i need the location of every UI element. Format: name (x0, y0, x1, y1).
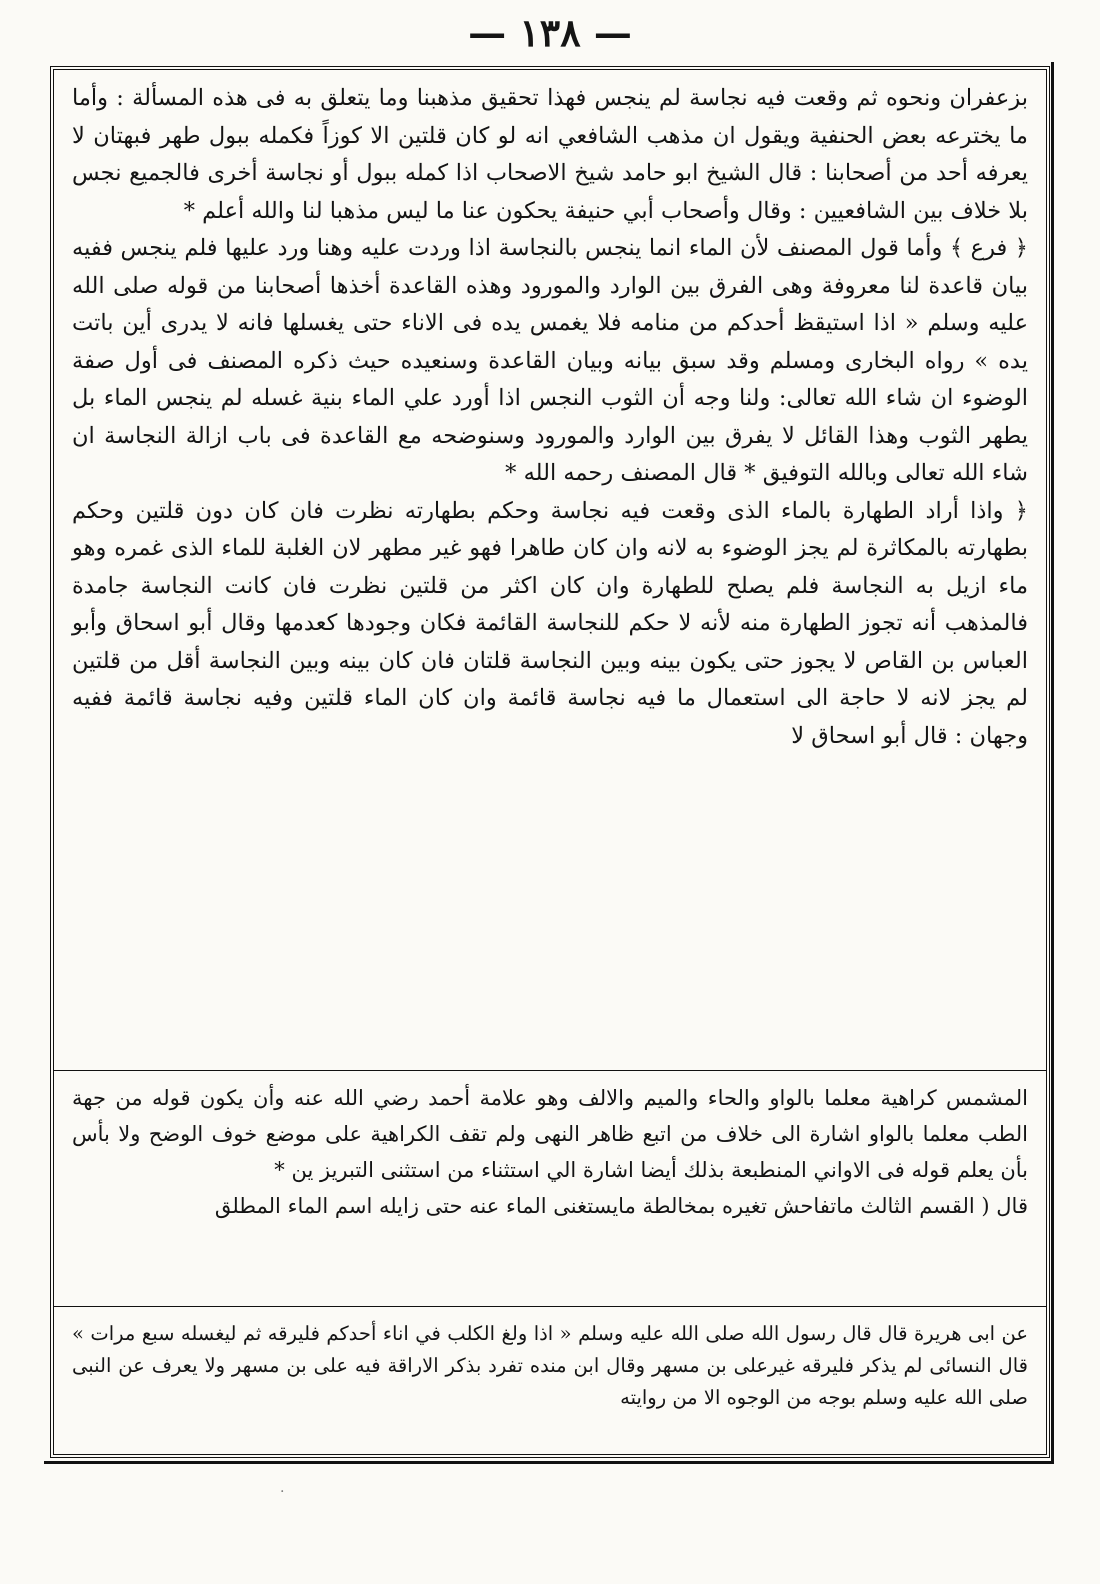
footnote-text (72, 1318, 1028, 1448)
commentary-paragraph: المشمس كراهية معلما بالواو والحاء والميم والالف وهو علامة أحمد رضي الله عنه وأن يكون قوله من جهة الطب معلما بالواو اشارة الى خلاف من اتبع ظاهر النهى ولم تقف الكراهية على موضع خوف الوضح ولا بأس بأن يعلم قوله فى الاواني المنطبعة بذلك أيضا اشارة الي استثناء من استثنى التبريز ين * (72, 1086, 1028, 1182)
footnote-paragraph: عن ابى هريرة قال قال رسول الله صلى الله عليه وسلم « اذا ولغ الكلب في اناء أحدكم فليرقه ثم ليغسله سبع مرات » قال النسائى لم يذكر فليرقه غيرعلى بن مسهر وقال ابن منده تفرد بذكر الاراقة فيه على بن مسهر ولا يعرف عن النبى صلى الله عليه وسلم بوجه من الوجوه الا من روايته (72, 1322, 1028, 1409)
page-frame (50, 66, 1050, 1458)
page-number: — ١٣٨ — (468, 10, 632, 55)
main-text (72, 80, 1028, 1060)
commentary-paragraph: قال ( القسم الثالث ماتفاحش تغيره بمخالطة مايستغنى الماء عنه حتى زايله اسم الماء المطلق (214, 1194, 1028, 1218)
main-paragraph: ﴿ واذا أراد الطهارة بالماء الذى وقعت فيه نجاسة وحكم بطهارته نظرت فان كان دون قلتين وحكم بطهارته بالمكاثرة لم يجز الوضوء به لانه وان كان طاهرا فهو غير مطهر لان الغلبة للماء الذى غمره وهو ماء ازيل به النجاسة فلم يصلح للطهارة وان كان اكثر من قلتين نظرت فان كانت النجاسة جامدة فالمذهب أنه تجوز الطهارة منه لأنه لا حكم للنجاسة القائمة فكان وجودها كعدمها وقال أبو اسحاق وأبو العباس بن القاص لا يجوز حتى يكون بينه وبين النجاسة قلتان فان كان بينه وبين النجاسة أقل من قلتين لم يجز لانه لا حاجة الى استعمال ما فيه نجاسة قائمة وان كان الماء قلتين وفيه نجاسة قائمة ففيه وجهان : قال أبو اسحاق لا (72, 497, 1028, 749)
main-paragraph: ﴿ فرع ﴾ وأما قول المصنف لأن الماء انما ينجس بالنجاسة اذا وردت عليه وهنا ورد عليها فلم ينجس ففيه بيان قاعدة لنا معروفة وهى الفرق بين الوارد والمورود وهذه القاعدة أخذها أصحابنا من قوله صلى الله عليه وسلم « اذا استيقظ أحدكم من منامه فلا يغمس يده فى الاناء حتى يغسلها فانه لا يدرى أين باتت يده » رواه البخارى ومسلم وقد سبق بيانه وبيان القاعدة وسنعيده حيث ذكره المصنف فى أول صفة الوضوء ان شاء الله تعالى: ولنا وجه أن الثوب النجس اذا أورد علي الماء بنية غسله لم ينجس الماء بل يطهر الثوب وهذا القائل لا يفرق بين الوارد والمورود وسنوضحه مع القاعدة فى باب ازالة النجاسة ان شاء الله تعالى وبالله التوفيق * قال المصنف رحمه الله * (72, 235, 1028, 486)
section-divider (54, 1070, 1046, 1071)
commentary-text (72, 1080, 1028, 1300)
stray-mark: . (280, 1480, 285, 1496)
section-divider (54, 1306, 1046, 1307)
main-paragraph: بزعفران ونحوه ثم وقعت فيه نجاسة لم ينجس فهذا تحقيق مذهبنا وما يتعلق به فى هذه المسألة : وأما ما يخترعه بعض الحنفية ويقول ان مذهب الشافعي انه لو كان قلتين الا كوزاً فكمله ببول طهر فبهتان لا يعرفه أحد من أصحابنا : قال الشيخ ابو حامد شيخ الاصحاب اذا كمله ببول أو نجاسة أخرى فالجميع نجس بلا خلاف بين الشافعيين : وقال وأصحاب أبي حنيفة يحكون عنا ما ليس مذهبا لنا والله أعلم * (72, 85, 1028, 224)
